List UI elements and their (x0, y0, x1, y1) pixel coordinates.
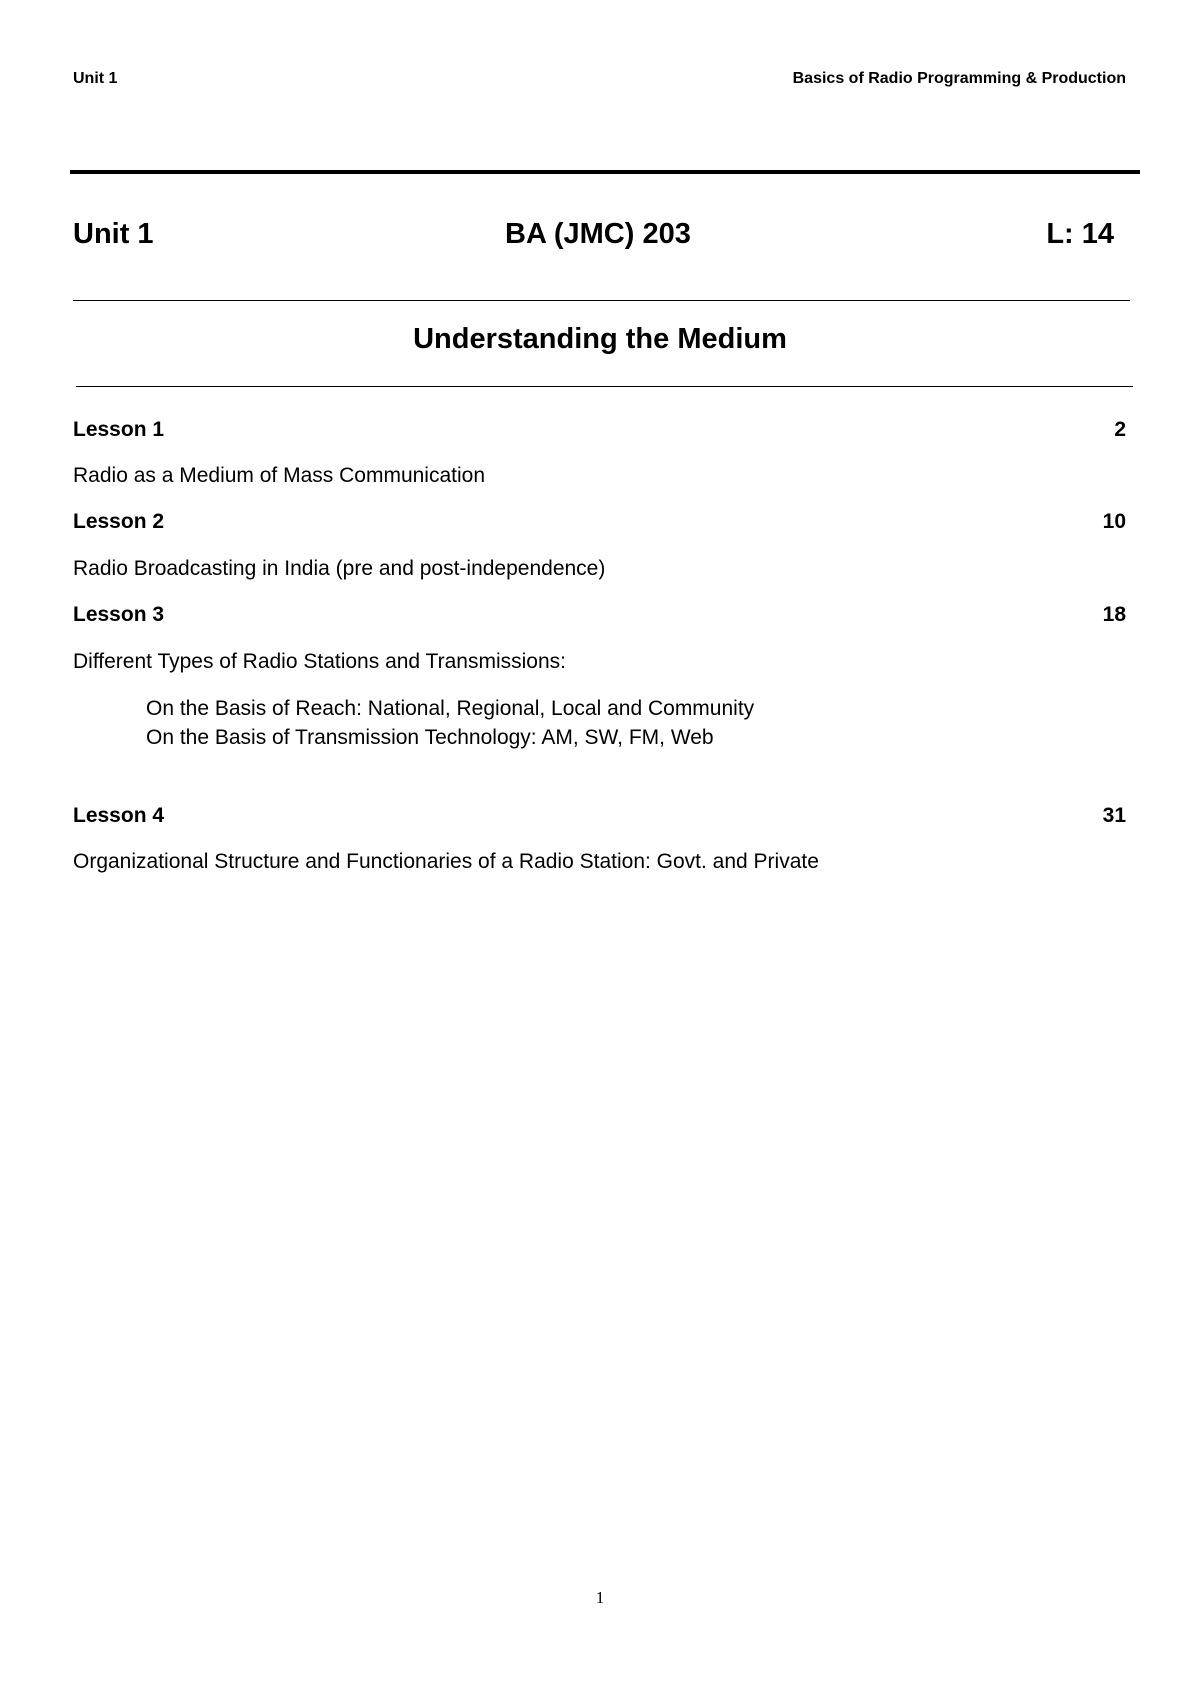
running-header-unit: Unit 1 (73, 70, 118, 87)
lesson-3-label: Lesson 3 (73, 603, 165, 626)
lesson-3-sub-item: On the Basis of Reach: National, Regional, Local and Community (146, 697, 755, 720)
lesson-2-description: Radio Broadcasting in India (pre and post-independence) (73, 557, 606, 580)
lesson-3-page: 18 (1102, 603, 1126, 626)
section-title: Understanding the Medium (413, 323, 787, 355)
lesson-2-page: 10 (1102, 510, 1126, 533)
lesson-4-label: Lesson 4 (73, 804, 165, 827)
lesson-3-description: Different Types of Radio Stations and Transmissions: (73, 650, 566, 673)
lesson-1-page: 2 (1114, 418, 1126, 441)
lesson-4-page: 31 (1102, 804, 1126, 827)
course-code: BA (JMC) 203 (505, 218, 691, 250)
lesson-2-label: Lesson 2 (73, 510, 165, 533)
lesson-1-description: Radio as a Medium of Mass Communication (73, 464, 486, 487)
section-divider (76, 386, 1133, 387)
lesson-4-description: Organizational Structure and Functionaries of a Radio Station: Govt. and Private (73, 850, 819, 873)
lesson-1-label: Lesson 1 (73, 418, 165, 441)
title-divider (73, 300, 1130, 301)
lesson-3-sub-item: On the Basis of Transmission Technology: AM, SW, FM, Web (146, 726, 714, 749)
running-header-course-title: Basics of Radio Programming & Production (792, 70, 1126, 87)
page-number: 1 (595, 1588, 605, 1607)
lecture-count: L: 14 (1046, 218, 1114, 250)
unit-title: Unit 1 (73, 218, 154, 250)
header-divider (70, 170, 1140, 174)
